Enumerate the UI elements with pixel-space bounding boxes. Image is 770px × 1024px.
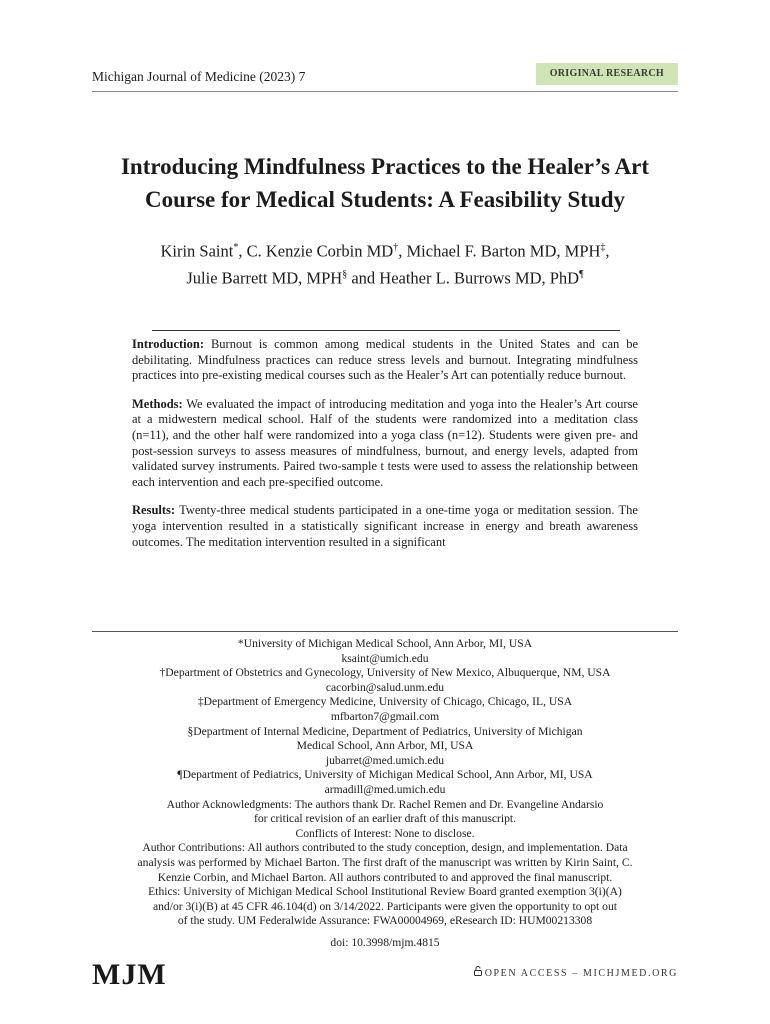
affiliation-4: §Department of Internal Medicine, Department of Pediatrics, University of Michigan: [187, 724, 583, 738]
ethics-statement-cont: and/or 3(i)(B) at 45 CFR 46.104(d) on 3/14/2022. Participants were given the opportunity to opt out: [152, 899, 617, 913]
affiliation-1: *University of Michigan Medical School, Ann Arbor, MI, USA: [237, 637, 533, 650]
page-header: [92, 63, 678, 92]
conflicts-of-interest: Conflicts of Interest: None to disclose.: [295, 826, 475, 840]
affiliation-mark: †: [393, 242, 399, 253]
affiliation-mark: *: [233, 242, 239, 253]
footnote-divider: [92, 631, 678, 632]
abstract-introduction: [132, 337, 638, 384]
ethics-statement-cont: of the study. UM Federalwide Assurance: FWA00004969, eResearch ID: HUM00213308: [177, 914, 593, 928]
section-label: Introduction:: [132, 337, 205, 351]
author-contributions: Author Contributions: All authors contributed to the study conception, design, and implementation. Data: [142, 841, 628, 855]
author-name: , C. Kenzie Corbin MD: [238, 241, 394, 261]
affiliation-mark: §: [342, 268, 348, 280]
section-text: Burnout is common among medical students in the United States and can be debilitating. Mindfulness practices can reduce stress levels and burnout. Integrating mindfulness practices into pre-existing medical courses such as the Healer’s Art can potentially reduce burnout.: [132, 337, 638, 383]
title-line-1: Introducing Mindfulness Practices to the Healer’s Art: [120, 154, 650, 179]
affiliation-5: ¶Department of Pediatrics, University of Michigan Medical School, Ann Arbor, MI, USA: [177, 768, 593, 782]
email-5: armadill@med.umich.edu: [324, 782, 446, 796]
affiliation-mark: ¶: [579, 268, 584, 280]
email-1: ksaint@umich.edu: [341, 651, 429, 665]
affiliation-4-cont: Medical School, Ann Arbor, MI, USA: [296, 739, 474, 753]
author-name: and Heather L. Burrows MD, PhD: [347, 268, 580, 287]
author-contributions-cont: Kenzie Corbin, and Michael Barton. All authors contributed to and approved the final manuscript.: [157, 870, 613, 884]
author-contributions-cont: analysis was performed by Michael Barton. The first draft of the manuscript was written by Kirin Saint, C.: [137, 855, 633, 869]
journal-logo: MJM: [92, 958, 167, 991]
doi-link[interactable]: doi: 10.3998/mjm.4815: [330, 936, 440, 949]
title-line-2: Course for Medical Students: A Feasibility Study: [144, 187, 626, 212]
affiliation-2: †Department of Obstetrics and Gynecology, University of New Mexico, Albuquerque, NM, USA: [159, 666, 611, 680]
abstract-divider: [152, 330, 620, 331]
journal-citation: Michigan Journal of Medicine (2023) 7: [92, 69, 306, 84]
article-type-badge: ORIGINAL RESEARCH: [536, 63, 678, 85]
acknowledgments: Author Acknowledgments: The authors thank Dr. Rachel Remen and Dr. Evangeline Andarsio: [166, 797, 604, 811]
email-2: cacorbin@salud.unm.edu: [325, 680, 445, 694]
abstract: [132, 337, 638, 563]
author-name: Julie Barrett MD, MPH: [186, 268, 343, 287]
article-title: [60, 150, 710, 216]
open-lock-icon: [474, 966, 482, 979]
affiliation-3: ‡Department of Emergency Medicine, University of Chicago, Chicago, IL, USA: [197, 695, 573, 709]
ethics-statement: Ethics: University of Michigan Medical School Institutional Review Board granted exemption 3(i)(A): [148, 885, 622, 899]
section-label: Results:: [132, 503, 176, 518]
footnotes: [96, 637, 674, 929]
acknowledgments-cont: for critical revision of an earlier draft of this manuscript.: [253, 812, 517, 826]
section-label: Methods:: [132, 396, 183, 411]
author-name: , Michael F. Barton MD, MPH: [398, 241, 601, 261]
abstract-results: [132, 503, 638, 550]
affiliation-mark: ‡: [600, 242, 606, 253]
open-access-link[interactable]: [474, 966, 678, 979]
email-3: mfbarton7@gmail.com: [330, 709, 440, 723]
section-text: We evaluated the impact of introducing meditation and yoga into the Healer’s Art course at a midwestern medical school. Half of the students were randomized into a meditation class (n=11), and the other half were randomized into a yoga class (n=12). Students were given pre- and post-session surveys to assess measures of mindfulness, burnout, and energy levels, adapted from validated survey instruments. Paired two-sample t tests were used to assess the relationship between each intervention and each pre-specified outcome.: [132, 396, 638, 489]
abstract-methods: [132, 397, 638, 491]
author-name: Kirin Saint: [160, 241, 234, 261]
author-separator: ,: [605, 241, 610, 261]
open-access-text: OPEN ACCESS – MICHJMED.ORG: [484, 968, 678, 979]
email-4: jubarret@med.umich.edu: [325, 753, 445, 767]
author-list: [60, 236, 710, 289]
section-text: Twenty-three medical students participated in a one-time yoga or meditation session. The yoga intervention resulted in a statistically significant increase in energy and breath awareness outcomes. The meditation intervention resulted in a significant: [132, 503, 638, 549]
